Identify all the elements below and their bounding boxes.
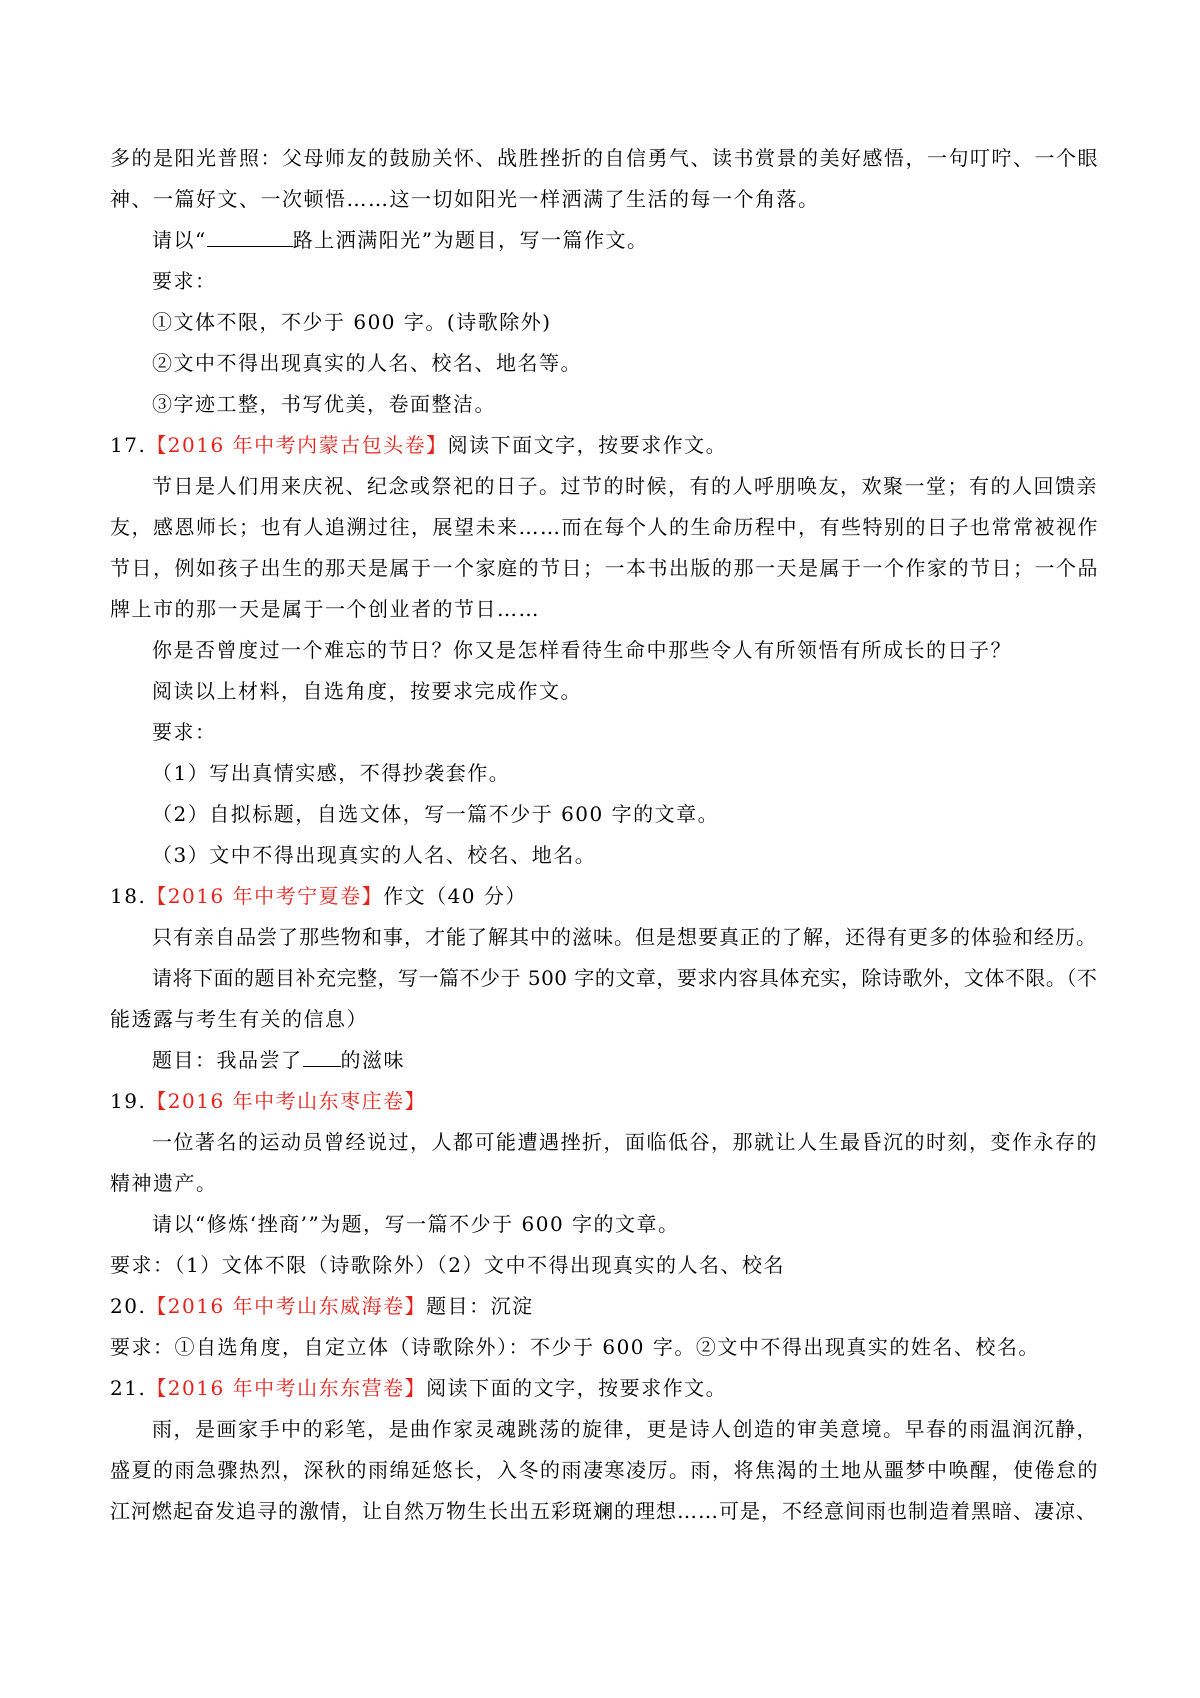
q19-number: 19. xyxy=(110,1089,147,1113)
q21-heading xyxy=(110,1368,1102,1409)
q17-material-line-1: 节日是人们用来庆祝、纪念或祭祀的日子。过节的时候，有的人呼朋唤友，欢聚一堂；有的人回馈亲 xyxy=(152,474,1098,498)
q21-number: 21. xyxy=(110,1376,147,1400)
q21-source-tag: 【2016 年中考山东东营卷】 xyxy=(146,1376,427,1400)
q16-requirements-label: 要求： xyxy=(152,269,217,293)
q17-material-line-4: 牌上市的那一天是属于一个创业者的节日…… xyxy=(110,597,540,621)
q18-task-line-1: 请将下面的题目补充完整，写一篇不少于 500 字的文章，要求内容具体充实，除诗歌外，文体不限。（不 xyxy=(152,966,1098,990)
title-blank xyxy=(303,1046,341,1067)
q16-requirement-2: ②文中不得出现真实的人名、校名、地名等。 xyxy=(152,351,582,375)
q17-number: 17. xyxy=(110,433,147,457)
q19-source-tag: 【2016 年中考山东枣庄卷】 xyxy=(146,1089,427,1113)
q17-question: 你是否曾度过一个难忘的节日？你又是怎样看待生命中那些令人有所领悟有所成长的日子？ xyxy=(152,638,1012,662)
q21-material-line-3: 江河燃起奋发追寻的激情，让自然万物生长出五彩斑斓的理想……可是，不经意间雨也制造着黑暗、凄凉、 xyxy=(110,1499,1097,1523)
q21-material-line-2: 盛夏的雨急骤热烈，深秋的雨绵延悠长，入冬的雨凄寒凌厉。雨，将焦渴的土地从噩梦中唤醒，使倦怠的 xyxy=(110,1458,1099,1482)
q19-material-line-2: 精神遗产。 xyxy=(110,1171,218,1195)
q18-number: 18. xyxy=(110,884,147,908)
q16-prompt-pre: 请以“ xyxy=(152,228,207,252)
q16-prompt-post: 路上洒满阳光”为题目，写一篇作文。 xyxy=(292,228,649,252)
q17-material-line-2: 友，感恩师长；也有人追溯过往，展望未来……而在每个人的生命历程中，有些特别的日子也常常被视作 xyxy=(110,515,1099,539)
q19-requirements: 要求：（1）文体不限（诗歌除外）（2）文中不得出现真实的人名、校名 xyxy=(110,1253,785,1277)
q16-requirement-1: ①文体不限，不少于 600 字。(诗歌除外) xyxy=(152,310,552,334)
q20-heading xyxy=(110,1286,1102,1327)
q17-material-line-3: 节日，例如孩子出生的那天是属于一个家庭的节日；一本书出版的那一天是属于一个作家的节日；一个品 xyxy=(110,556,1099,580)
q17-task: 阅读以上材料，自选角度，按要求完成作文。 xyxy=(152,679,582,703)
q19-material-line-1: 一位著名的运动员曾经说过，人都可能遭遇挫折，面临低谷，那就让人生最昏沉的时刻，变作永存的 xyxy=(152,1130,1098,1154)
q18-source-tag: 【2016 年中考宁夏卷】 xyxy=(146,884,384,908)
q20-source-tag: 【2016 年中考山东威海卷】 xyxy=(146,1294,427,1318)
q16-material-line-1: 多的是阳光普照：父母师友的鼓励关怀、战胜挫折的自信勇气、读书赏景的美好感悟，一句叮咛、一个眼 xyxy=(110,146,1099,170)
q16-prompt xyxy=(110,220,1102,261)
q16-requirement-3: ③字迹工整，书写优美，卷面整洁。 xyxy=(152,392,496,416)
q18-material: 只有亲自品尝了那些物和事，才能了解其中的滋味。但是想要真正的了解，还得有更多的体验和经历。 xyxy=(152,925,1097,949)
q18-heading xyxy=(110,876,1102,917)
q18-title-pre: 题目：我品尝了 xyxy=(152,1048,303,1072)
q17-requirement-2: （2）自拟标题，自选文体，写一篇不少于 600 字的文章。 xyxy=(152,802,720,826)
q20-instruction: 题目：沉淀 xyxy=(426,1294,534,1318)
q19-heading xyxy=(110,1081,1102,1122)
q17-requirements-label: 要求： xyxy=(152,720,217,744)
q18-title-post: 的滋味 xyxy=(340,1048,405,1072)
q20-requirements: 要求：①自选角度，自定立体（诗歌除外）：不少于 600 字。②文中不得出现真实的姓名、校名。 xyxy=(110,1335,1040,1359)
title-blank xyxy=(207,226,293,247)
q19-task: 请以“修炼‘挫商’”为题，写一篇不少于 600 字的文章。 xyxy=(152,1212,680,1236)
q17-requirement-3: （3）文中不得出现真实的人名、校名、地名。 xyxy=(152,843,597,867)
q18-task-line-2: 能透露与考生有关的信息） xyxy=(110,1007,368,1031)
q17-source-tag: 【2016 年中考内蒙古包头卷】 xyxy=(146,433,448,457)
q20-number: 20. xyxy=(110,1294,147,1318)
q18-instruction: 作文（40 分） xyxy=(383,884,527,908)
q17-heading xyxy=(110,425,1102,466)
q18-title xyxy=(110,1040,1102,1081)
q17-requirement-1: （1）写出真情实感，不得抄袭套作。 xyxy=(152,761,511,785)
q21-instruction: 阅读下面的文字，按要求作文。 xyxy=(426,1376,728,1400)
q21-material-line-1: 雨，是画家手中的彩笔，是曲作家灵魂跳荡的旋律，更是诗人创造的审美意境。早春的雨温润沉静， xyxy=(152,1417,1098,1441)
q17-instruction: 阅读下面文字，按要求作文。 xyxy=(447,433,728,457)
q16-material-line-2: 神、一篇好文、一次顿悟……这一切如阳光一样洒满了生活的每一个角落。 xyxy=(110,187,820,211)
